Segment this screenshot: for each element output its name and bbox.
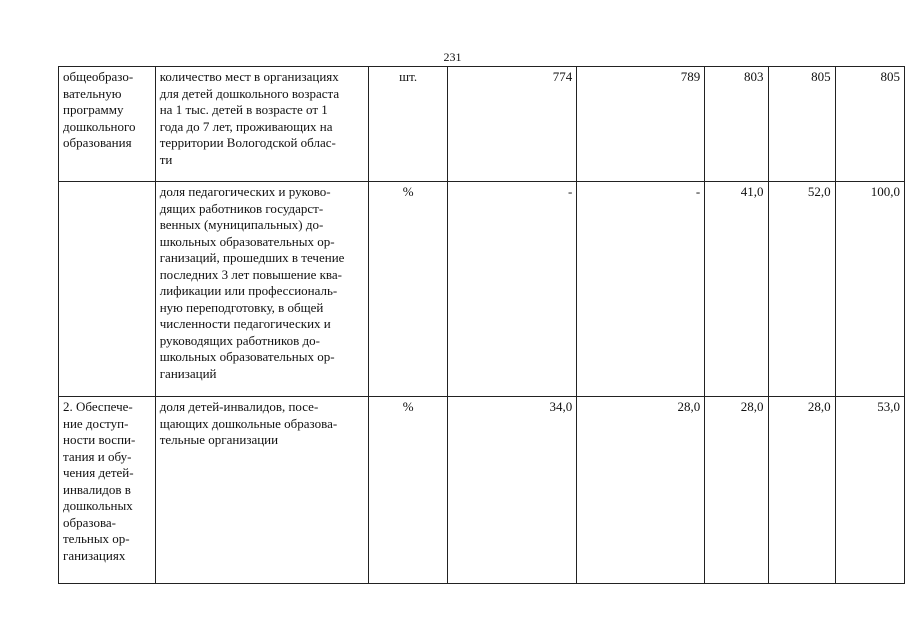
page-number: 231: [443, 50, 462, 64]
value-cell: 28,0: [705, 397, 768, 584]
value-cell: 28,0: [577, 397, 705, 584]
value-cell: -: [448, 182, 577, 397]
indicator-cell: доля педагогических и руково- дящих работников государст- венных (муниципальных) до- школьных образовательных ор- ганизаций, прошедших в течение последних 3 лет повышение ква- лификации или профессиональ- ную переподготовку, в общей численности педагогических и руководящих работников до- школьных образовательных ор- ганизаций: [155, 182, 368, 397]
value-cell: 774: [448, 67, 577, 182]
indicator-cell: количество мест в организациях для детей дошкольного возраста на 1 тыс. детей в возрасте от 1 года до 7 лет, проживающих на территории Вологодской облас- ти: [155, 67, 368, 182]
value-cell: -: [577, 182, 705, 397]
program-name-cell: 2. Обеспече- ние доступ- ности воспи- тания и обу- чения детей- инвалидов в дошкольных образова- тельных ор- ганизациях: [59, 397, 156, 584]
value-cell: 100,0: [835, 182, 904, 397]
program-name-cell: общеобразо- вательную программу дошкольного образования: [59, 67, 156, 182]
indicator-cell: доля детей-инвалидов, посе- щающих дошкольные образова- тельные организации: [155, 397, 368, 584]
unit-cell: %: [368, 397, 448, 584]
value-cell: 28,0: [768, 397, 835, 584]
indicators-table: [58, 66, 905, 584]
unit-cell: %: [368, 182, 448, 397]
value-cell: 805: [768, 67, 835, 182]
table-row: [59, 397, 905, 584]
table-row: [59, 182, 905, 397]
value-cell: 41,0: [705, 182, 768, 397]
table-row: [59, 67, 905, 182]
value-cell: 52,0: [768, 182, 835, 397]
value-cell: 805: [835, 67, 904, 182]
value-cell: 53,0: [835, 397, 904, 584]
unit-cell: шт.: [368, 67, 448, 182]
value-cell: 803: [705, 67, 768, 182]
value-cell: 34,0: [448, 397, 577, 584]
program-name-cell: [59, 182, 156, 397]
value-cell: 789: [577, 67, 705, 182]
